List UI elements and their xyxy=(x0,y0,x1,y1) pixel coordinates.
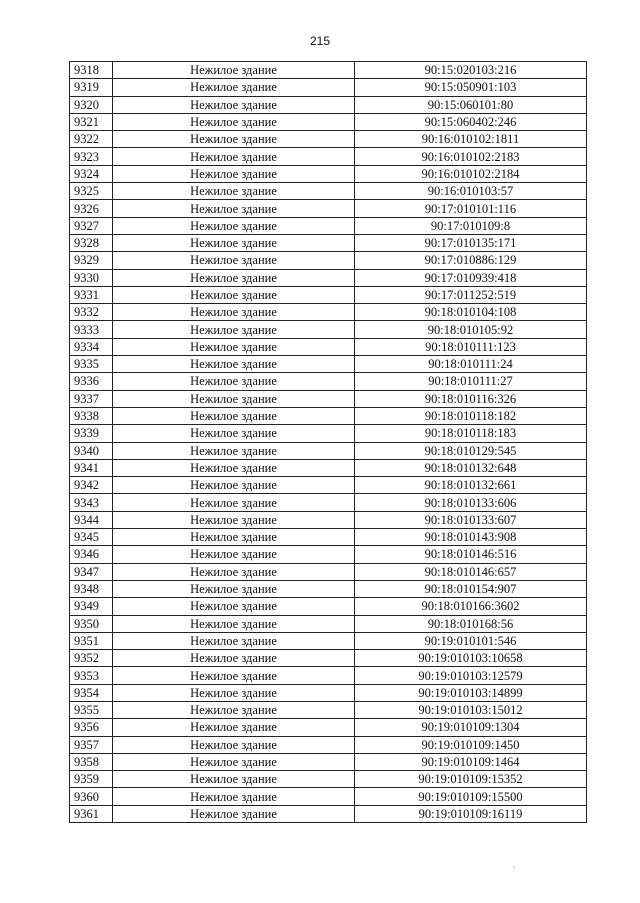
row-number-cell: 9331 xyxy=(70,286,113,303)
row-number-cell: 9346 xyxy=(70,546,113,563)
table-row xyxy=(70,183,587,200)
object-type-cell: Нежилое здание xyxy=(113,200,355,217)
cadastral-number-cell: 90:18:010168:56 xyxy=(355,615,587,632)
cadastral-number-cell: 90:19:010109:1464 xyxy=(355,753,587,770)
cadastral-number-cell: 90:18:010118:183 xyxy=(355,425,587,442)
row-number-cell: 9358 xyxy=(70,753,113,770)
row-number-cell: 9322 xyxy=(70,131,113,148)
row-number-cell: 9323 xyxy=(70,148,113,165)
object-type-cell: Нежилое здание xyxy=(113,113,355,130)
table-row xyxy=(70,632,587,649)
object-type-cell: Нежилое здание xyxy=(113,338,355,355)
cadastral-number-cell: 90:15:050901:103 xyxy=(355,79,587,96)
object-type-cell: Нежилое здание xyxy=(113,217,355,234)
row-number-cell: 9359 xyxy=(70,771,113,788)
table-row xyxy=(70,96,587,113)
row-number-cell: 9352 xyxy=(70,650,113,667)
object-type-cell: Нежилое здание xyxy=(113,529,355,546)
object-type-cell: Нежилое здание xyxy=(113,459,355,476)
cadastral-number-cell: 90:19:010109:16119 xyxy=(355,805,587,822)
object-type-cell: Нежилое здание xyxy=(113,615,355,632)
cadastral-number-cell: 90:19:010109:15500 xyxy=(355,788,587,805)
cadastral-number-cell: 90:16:010102:1811 xyxy=(355,131,587,148)
table-row xyxy=(70,771,587,788)
cadastral-number-cell: 90:19:010103:12579 xyxy=(355,667,587,684)
row-number-cell: 9329 xyxy=(70,252,113,269)
cadastral-number-cell: 90:19:010109:1450 xyxy=(355,736,587,753)
object-type-cell: Нежилое здание xyxy=(113,407,355,424)
row-number-cell: 9318 xyxy=(70,62,113,79)
row-number-cell: 9336 xyxy=(70,373,113,390)
cadastral-number-cell: 90:18:010154:907 xyxy=(355,580,587,597)
row-number-cell: 9338 xyxy=(70,407,113,424)
table-row xyxy=(70,286,587,303)
object-type-cell: Нежилое здание xyxy=(113,650,355,667)
table-row xyxy=(70,788,587,805)
object-type-cell: Нежилое здание xyxy=(113,234,355,251)
table-row xyxy=(70,407,587,424)
object-type-cell: Нежилое здание xyxy=(113,356,355,373)
row-number-cell: 9334 xyxy=(70,338,113,355)
cadastral-number-cell: 90:18:010111:123 xyxy=(355,338,587,355)
row-number-cell: 9350 xyxy=(70,615,113,632)
table-row xyxy=(70,269,587,286)
object-type-cell: Нежилое здание xyxy=(113,736,355,753)
scan-mark: ٬ xyxy=(513,866,516,874)
row-number-cell: 9330 xyxy=(70,269,113,286)
object-type-cell: Нежилое здание xyxy=(113,304,355,321)
cadastral-number-cell: 90:16:010103:57 xyxy=(355,183,587,200)
table-row xyxy=(70,753,587,770)
object-type-cell: Нежилое здание xyxy=(113,701,355,718)
cadastral-number-cell: 90:18:010143:908 xyxy=(355,529,587,546)
row-number-cell: 9335 xyxy=(70,356,113,373)
object-type-cell: Нежилое здание xyxy=(113,788,355,805)
object-type-cell: Нежилое здание xyxy=(113,805,355,822)
cadastral-number-cell: 90:18:010146:516 xyxy=(355,546,587,563)
table-row xyxy=(70,373,587,390)
cadastral-number-cell: 90:19:010103:10658 xyxy=(355,650,587,667)
object-type-cell: Нежилое здание xyxy=(113,286,355,303)
cadastral-number-cell: 90:18:010166:3602 xyxy=(355,598,587,615)
object-type-cell: Нежилое здание xyxy=(113,321,355,338)
table-row xyxy=(70,113,587,130)
row-number-cell: 9344 xyxy=(70,511,113,528)
table-row xyxy=(70,615,587,632)
table-row xyxy=(70,477,587,494)
cadastral-number-cell: 90:15:060101:80 xyxy=(355,96,587,113)
cadastral-number-cell: 90:17:010135:171 xyxy=(355,234,587,251)
row-number-cell: 9354 xyxy=(70,684,113,701)
cadastral-number-cell: 90:18:010133:607 xyxy=(355,511,587,528)
table-row xyxy=(70,650,587,667)
object-type-cell: Нежилое здание xyxy=(113,252,355,269)
table-row xyxy=(70,148,587,165)
row-number-cell: 9349 xyxy=(70,598,113,615)
row-number-cell: 9326 xyxy=(70,200,113,217)
table-row xyxy=(70,304,587,321)
table-row xyxy=(70,217,587,234)
cadastral-number-cell: 90:16:010102:2183 xyxy=(355,148,587,165)
object-type-cell: Нежилое здание xyxy=(113,131,355,148)
table-row xyxy=(70,805,587,822)
table-row xyxy=(70,131,587,148)
row-number-cell: 9357 xyxy=(70,736,113,753)
cadastral-number-cell: 90:18:010129:545 xyxy=(355,442,587,459)
object-type-cell: Нежилое здание xyxy=(113,580,355,597)
object-type-cell: Нежилое здание xyxy=(113,684,355,701)
cadastral-number-cell: 90:18:010116:326 xyxy=(355,390,587,407)
cadastral-number-cell: 90:15:020103:216 xyxy=(355,62,587,79)
table-row xyxy=(70,79,587,96)
row-number-cell: 9328 xyxy=(70,234,113,251)
table-row xyxy=(70,425,587,442)
object-type-cell: Нежилое здание xyxy=(113,373,355,390)
table-row xyxy=(70,459,587,476)
row-number-cell: 9320 xyxy=(70,96,113,113)
cadastral-number-cell: 90:19:010103:15012 xyxy=(355,701,587,718)
table-row xyxy=(70,494,587,511)
object-type-cell: Нежилое здание xyxy=(113,753,355,770)
property-table xyxy=(69,61,587,823)
cadastral-number-cell: 90:18:010118:182 xyxy=(355,407,587,424)
table-row xyxy=(70,736,587,753)
table-row xyxy=(70,234,587,251)
table-row xyxy=(70,598,587,615)
table-row xyxy=(70,701,587,718)
row-number-cell: 9341 xyxy=(70,459,113,476)
cadastral-number-cell: 90:18:010132:648 xyxy=(355,459,587,476)
cadastral-number-cell: 90:19:010101:546 xyxy=(355,632,587,649)
object-type-cell: Нежилое здание xyxy=(113,719,355,736)
object-type-cell: Нежилое здание xyxy=(113,96,355,113)
cadastral-number-cell: 90:18:010133:606 xyxy=(355,494,587,511)
object-type-cell: Нежилое здание xyxy=(113,390,355,407)
row-number-cell: 9345 xyxy=(70,529,113,546)
cadastral-number-cell: 90:16:010102:2184 xyxy=(355,165,587,182)
object-type-cell: Нежилое здание xyxy=(113,62,355,79)
table-row xyxy=(70,321,587,338)
row-number-cell: 9343 xyxy=(70,494,113,511)
row-number-cell: 9337 xyxy=(70,390,113,407)
cadastral-number-cell: 90:18:010146:657 xyxy=(355,563,587,580)
table-row xyxy=(70,390,587,407)
row-number-cell: 9360 xyxy=(70,788,113,805)
row-number-cell: 9342 xyxy=(70,477,113,494)
row-number-cell: 9355 xyxy=(70,701,113,718)
row-number-cell: 9325 xyxy=(70,183,113,200)
object-type-cell: Нежилое здание xyxy=(113,165,355,182)
table-row xyxy=(70,580,587,597)
cadastral-number-cell: 90:19:010103:14899 xyxy=(355,684,587,701)
row-number-cell: 9319 xyxy=(70,79,113,96)
page-number: 215 xyxy=(309,34,331,48)
row-number-cell: 9339 xyxy=(70,425,113,442)
table-row xyxy=(70,511,587,528)
object-type-cell: Нежилое здание xyxy=(113,425,355,442)
row-number-cell: 9332 xyxy=(70,304,113,321)
object-type-cell: Нежилое здание xyxy=(113,771,355,788)
row-number-cell: 9324 xyxy=(70,165,113,182)
cadastral-number-cell: 90:15:060402:246 xyxy=(355,113,587,130)
table-row xyxy=(70,165,587,182)
object-type-cell: Нежилое здание xyxy=(113,511,355,528)
object-type-cell: Нежилое здание xyxy=(113,79,355,96)
table-row xyxy=(70,563,587,580)
cadastral-number-cell: 90:18:010104:108 xyxy=(355,304,587,321)
row-number-cell: 9353 xyxy=(70,667,113,684)
object-type-cell: Нежилое здание xyxy=(113,494,355,511)
cadastral-number-cell: 90:18:010111:27 xyxy=(355,373,587,390)
cadastral-number-cell: 90:18:010132:661 xyxy=(355,477,587,494)
row-number-cell: 9340 xyxy=(70,442,113,459)
table-row xyxy=(70,442,587,459)
object-type-cell: Нежилое здание xyxy=(113,442,355,459)
cadastral-number-cell: 90:17:010939:418 xyxy=(355,269,587,286)
row-number-cell: 9321 xyxy=(70,113,113,130)
object-type-cell: Нежилое здание xyxy=(113,183,355,200)
table-row xyxy=(70,356,587,373)
table-row xyxy=(70,529,587,546)
cadastral-number-cell: 90:19:010109:1304 xyxy=(355,719,587,736)
table-row xyxy=(70,338,587,355)
table-row xyxy=(70,200,587,217)
table-row xyxy=(70,667,587,684)
row-number-cell: 9361 xyxy=(70,805,113,822)
object-type-cell: Нежилое здание xyxy=(113,269,355,286)
table-row xyxy=(70,252,587,269)
row-number-cell: 9347 xyxy=(70,563,113,580)
table-row xyxy=(70,719,587,736)
object-type-cell: Нежилое здание xyxy=(113,546,355,563)
cadastral-number-cell: 90:18:010111:24 xyxy=(355,356,587,373)
object-type-cell: Нежилое здание xyxy=(113,632,355,649)
table-row xyxy=(70,62,587,79)
object-type-cell: Нежилое здание xyxy=(113,667,355,684)
object-type-cell: Нежилое здание xyxy=(113,563,355,580)
cadastral-number-cell: 90:18:010105:92 xyxy=(355,321,587,338)
row-number-cell: 9333 xyxy=(70,321,113,338)
table-body xyxy=(70,62,587,823)
cadastral-number-cell: 90:17:010109:8 xyxy=(355,217,587,234)
object-type-cell: Нежилое здание xyxy=(113,477,355,494)
cadastral-number-cell: 90:17:010886:129 xyxy=(355,252,587,269)
object-type-cell: Нежилое здание xyxy=(113,598,355,615)
table-row xyxy=(70,684,587,701)
table-row xyxy=(70,546,587,563)
row-number-cell: 9348 xyxy=(70,580,113,597)
object-type-cell: Нежилое здание xyxy=(113,148,355,165)
row-number-cell: 9327 xyxy=(70,217,113,234)
row-number-cell: 9351 xyxy=(70,632,113,649)
row-number-cell: 9356 xyxy=(70,719,113,736)
cadastral-number-cell: 90:19:010109:15352 xyxy=(355,771,587,788)
cadastral-number-cell: 90:17:010101:116 xyxy=(355,200,587,217)
cadastral-number-cell: 90:17:011252:519 xyxy=(355,286,587,303)
